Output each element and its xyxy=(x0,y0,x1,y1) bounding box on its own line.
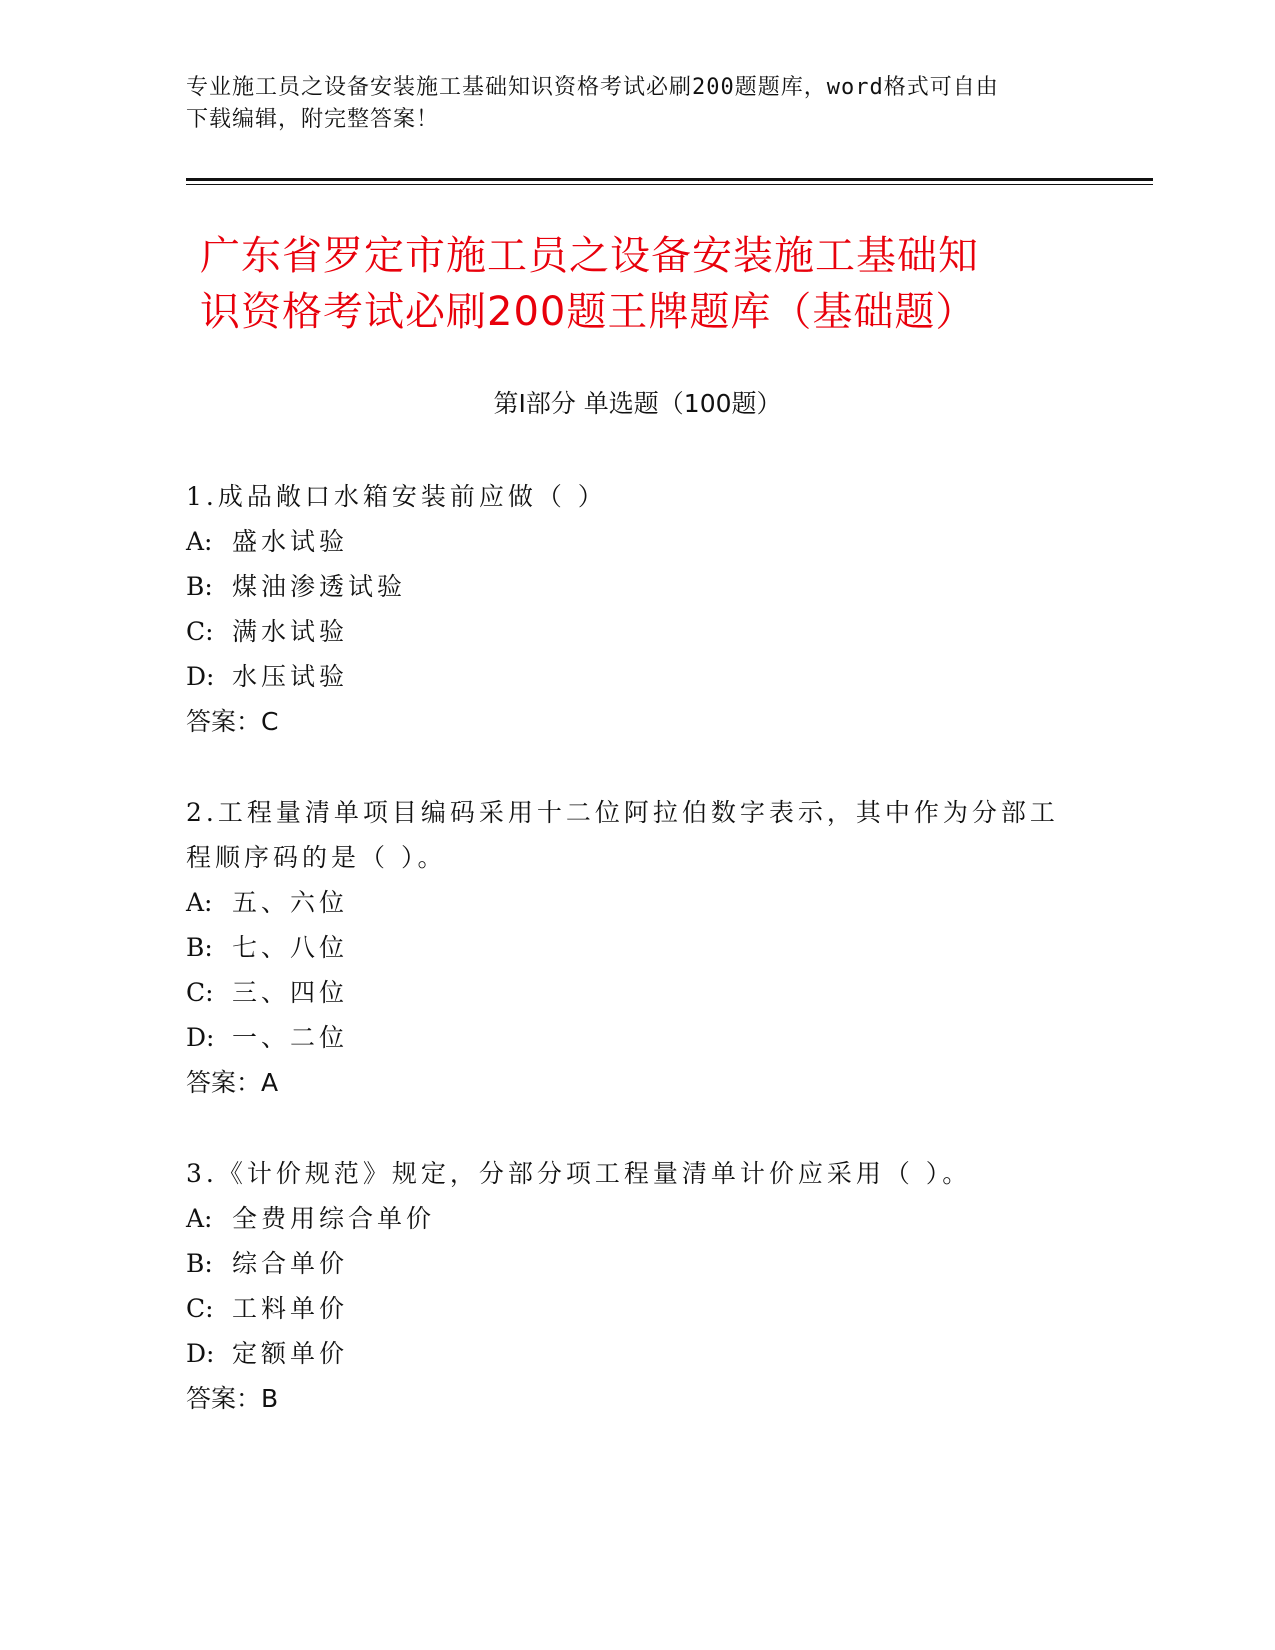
document-title xyxy=(200,228,1100,340)
question-stem: 3.《计价规范》规定，分部分项工程量清单计价应采用（ ）。 xyxy=(186,1159,972,1188)
option-label: B: xyxy=(186,933,213,962)
option-d xyxy=(186,654,1086,699)
option-text: 盛水试验 xyxy=(232,527,349,556)
title-line: 识资格考试必刷200题王牌题库（基础题） xyxy=(200,289,977,335)
option-label: A: xyxy=(186,888,213,917)
option-text: 七、八位 xyxy=(232,933,349,962)
option-d xyxy=(186,1331,1086,1376)
answer-line: 答案：A xyxy=(186,1068,279,1097)
option-label: B: xyxy=(186,1249,213,1278)
option-label: C: xyxy=(186,1294,214,1323)
option-label: C: xyxy=(186,617,214,646)
intro-line: 下载编辑，附完整答案！ xyxy=(186,107,440,132)
intro-line: 专业施工员之设备安装施工基础知识资格考试必刷200题题库，word格式可自由 xyxy=(186,75,999,100)
option-text: 全费用综合单价 xyxy=(232,1204,436,1233)
option-c xyxy=(186,609,1086,654)
option-label: D: xyxy=(186,1339,215,1368)
answer-line: 答案：B xyxy=(186,1384,279,1413)
question-stem: 程顺序码的是（ ）。 xyxy=(186,843,447,872)
header-rule-thick xyxy=(186,178,1153,181)
question-item xyxy=(186,1151,1086,1421)
option-text: 水压试验 xyxy=(232,662,349,691)
option-c xyxy=(186,970,1086,1015)
option-text: 工料单价 xyxy=(232,1294,349,1323)
option-text: 一、二位 xyxy=(232,1023,349,1052)
intro-text xyxy=(186,72,1086,136)
option-text: 三、四位 xyxy=(232,978,349,1007)
option-c xyxy=(186,1286,1086,1331)
option-text: 五、六位 xyxy=(232,888,349,917)
option-b xyxy=(186,1241,1086,1286)
header-rule-thin xyxy=(186,184,1153,185)
option-b xyxy=(186,925,1086,970)
option-label: B: xyxy=(186,572,213,601)
option-label: D: xyxy=(186,662,215,691)
answer-line: 答案：C xyxy=(186,707,279,736)
option-text: 综合单价 xyxy=(232,1249,349,1278)
option-text: 定额单价 xyxy=(232,1339,349,1368)
option-label: C: xyxy=(186,978,214,1007)
option-label: D: xyxy=(186,1023,215,1052)
question-item xyxy=(186,790,1086,1105)
option-a xyxy=(186,880,1086,925)
option-text: 煤油渗透试验 xyxy=(232,572,407,601)
section-heading: 第Ⅰ部分 单选题（100题） xyxy=(493,389,782,418)
question-list xyxy=(186,474,1086,1467)
title-line: 广东省罗定市施工员之设备安装施工基础知 xyxy=(200,233,979,279)
question-stem: 1.成品敞口水箱安装前应做（ ） xyxy=(186,482,607,511)
option-a xyxy=(186,1196,1086,1241)
option-a xyxy=(186,519,1086,564)
option-d xyxy=(186,1015,1086,1060)
option-label: A: xyxy=(186,1204,213,1233)
option-text: 满水试验 xyxy=(232,617,349,646)
option-b xyxy=(186,564,1086,609)
option-label: A: xyxy=(186,527,213,556)
question-item xyxy=(186,474,1086,744)
question-stem: 2.工程量清单项目编码采用十二位阿拉伯数字表示，其中作为分部工 xyxy=(186,798,1059,827)
